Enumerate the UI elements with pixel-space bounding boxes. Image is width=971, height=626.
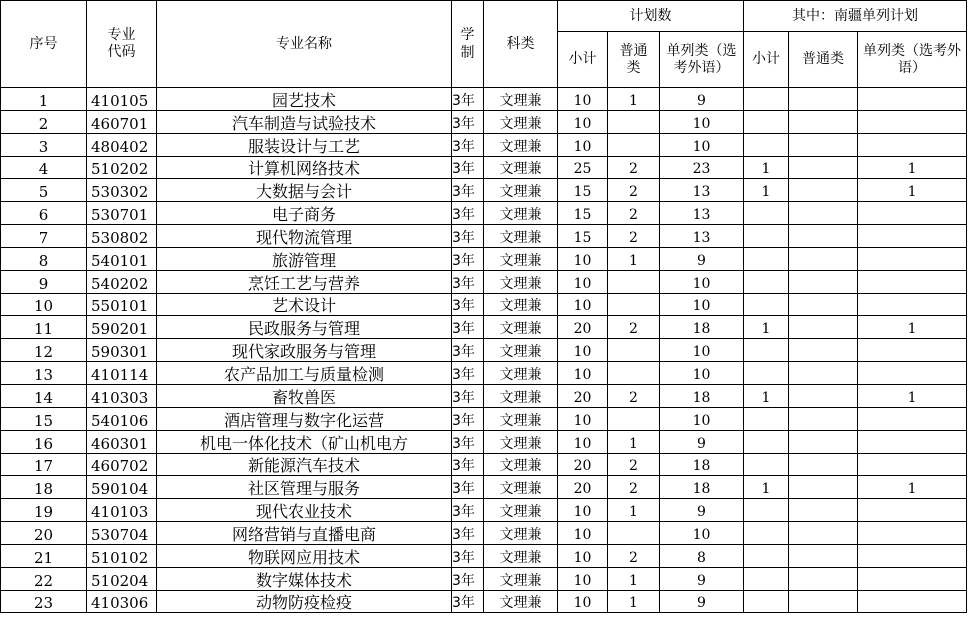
cell-south-subtotal[interactable] bbox=[744, 430, 789, 453]
cell-seq[interactable]: 4 bbox=[1, 156, 87, 179]
cell-plan-single[interactable]: 9 bbox=[660, 88, 744, 111]
cell-plan-single[interactable]: 9 bbox=[660, 247, 744, 270]
cell-category[interactable]: 文理兼 bbox=[484, 110, 558, 133]
cell-south-subtotal[interactable] bbox=[744, 453, 789, 476]
cell-south-subtotal[interactable] bbox=[744, 362, 789, 385]
header-seq[interactable]: 序号 bbox=[1, 1, 87, 88]
cell-plan-regular[interactable]: 1 bbox=[608, 590, 660, 613]
cell-plan-subtotal[interactable]: 10 bbox=[558, 544, 608, 567]
cell-seq[interactable]: 11 bbox=[1, 316, 87, 339]
cell-major-name[interactable]: 现代农业技术 bbox=[157, 499, 452, 522]
cell-plan-regular[interactable] bbox=[608, 522, 660, 545]
cell-plan-subtotal[interactable]: 10 bbox=[558, 590, 608, 613]
cell-plan-single[interactable]: 9 bbox=[660, 567, 744, 590]
cell-plan-single[interactable]: 13 bbox=[660, 202, 744, 225]
cell-duration[interactable]: 3年 bbox=[452, 133, 484, 156]
cell-code[interactable]: 540202 bbox=[87, 270, 157, 293]
cell-code[interactable]: 410103 bbox=[87, 499, 157, 522]
header-plan-subtotal[interactable]: 小计 bbox=[558, 32, 608, 88]
cell-category[interactable]: 文理兼 bbox=[484, 156, 558, 179]
cell-south-regular[interactable] bbox=[789, 225, 858, 248]
cell-plan-regular[interactable]: 1 bbox=[608, 430, 660, 453]
cell-plan-regular[interactable] bbox=[608, 270, 660, 293]
cell-category[interactable]: 文理兼 bbox=[484, 384, 558, 407]
table-row bbox=[1, 476, 967, 499]
header-south-group[interactable]: 其中：南疆单列计划 bbox=[744, 1, 967, 32]
cell-code[interactable]: 530302 bbox=[87, 179, 157, 202]
cell-plan-subtotal[interactable]: 15 bbox=[558, 202, 608, 225]
header-south-subtotal[interactable]: 小计 bbox=[744, 32, 789, 88]
cell-plan-subtotal[interactable]: 15 bbox=[558, 179, 608, 202]
cell-duration[interactable]: 3年 bbox=[452, 202, 484, 225]
cell-south-subtotal[interactable] bbox=[744, 88, 789, 111]
cell-plan-single[interactable]: 9 bbox=[660, 430, 744, 453]
cell-south-subtotal[interactable]: 1 bbox=[744, 316, 789, 339]
cell-south-regular[interactable] bbox=[789, 567, 858, 590]
cell-south-subtotal[interactable] bbox=[744, 270, 789, 293]
cell-seq[interactable]: 18 bbox=[1, 476, 87, 499]
header-south-regular[interactable]: 普通类 bbox=[789, 32, 858, 88]
cell-plan-regular[interactable] bbox=[608, 133, 660, 156]
cell-category[interactable]: 文理兼 bbox=[484, 179, 558, 202]
cell-plan-subtotal[interactable]: 10 bbox=[558, 247, 608, 270]
cell-plan-subtotal[interactable]: 10 bbox=[558, 362, 608, 385]
table-row bbox=[1, 179, 967, 202]
cell-code[interactable]: 530704 bbox=[87, 522, 157, 545]
cell-south-single[interactable]: 1 bbox=[858, 156, 967, 179]
cell-plan-regular[interactable]: 2 bbox=[608, 453, 660, 476]
table-row bbox=[1, 133, 967, 156]
cell-south-single[interactable] bbox=[858, 293, 967, 316]
cell-code[interactable]: 410105 bbox=[87, 88, 157, 111]
cell-major-name[interactable]: 服装设计与工艺 bbox=[157, 133, 452, 156]
cell-seq[interactable]: 23 bbox=[1, 590, 87, 613]
cell-south-single[interactable] bbox=[858, 362, 967, 385]
table-row bbox=[1, 270, 967, 293]
cell-major-name[interactable]: 艺术设计 bbox=[157, 293, 452, 316]
cell-category[interactable]: 文理兼 bbox=[484, 362, 558, 385]
cell-plan-subtotal[interactable]: 10 bbox=[558, 567, 608, 590]
table-row bbox=[1, 590, 967, 613]
cell-south-single[interactable] bbox=[858, 499, 967, 522]
cell-seq[interactable]: 1 bbox=[1, 88, 87, 111]
cell-plan-single[interactable]: 9 bbox=[660, 590, 744, 613]
cell-code[interactable]: 480402 bbox=[87, 133, 157, 156]
cell-major-name[interactable]: 机电一体化技术（矿山机电方 bbox=[157, 430, 452, 453]
cell-major-name[interactable]: 社区管理与服务 bbox=[157, 476, 452, 499]
cell-south-single[interactable] bbox=[858, 544, 967, 567]
cell-seq[interactable]: 12 bbox=[1, 339, 87, 362]
cell-seq[interactable]: 13 bbox=[1, 362, 87, 385]
cell-plan-regular[interactable]: 2 bbox=[608, 202, 660, 225]
table-row bbox=[1, 384, 967, 407]
cell-south-regular[interactable] bbox=[789, 499, 858, 522]
table-row bbox=[1, 293, 967, 316]
cell-duration[interactable]: 3年 bbox=[452, 156, 484, 179]
cell-south-single[interactable] bbox=[858, 339, 967, 362]
cell-major-name[interactable]: 农产品加工与质量检测 bbox=[157, 362, 452, 385]
cell-major-name[interactable]: 旅游管理 bbox=[157, 247, 452, 270]
cell-south-subtotal[interactable]: 1 bbox=[744, 179, 789, 202]
cell-south-single[interactable] bbox=[858, 88, 967, 111]
cell-plan-single[interactable]: 10 bbox=[660, 339, 744, 362]
cell-plan-regular[interactable] bbox=[608, 407, 660, 430]
cell-category[interactable]: 文理兼 bbox=[484, 476, 558, 499]
cell-south-regular[interactable] bbox=[789, 430, 858, 453]
header-plan-regular[interactable]: 普通类 bbox=[608, 32, 660, 88]
cell-plan-subtotal[interactable]: 10 bbox=[558, 407, 608, 430]
cell-south-subtotal[interactable] bbox=[744, 544, 789, 567]
cell-south-single[interactable] bbox=[858, 430, 967, 453]
cell-south-regular[interactable] bbox=[789, 88, 858, 111]
cell-south-regular[interactable] bbox=[789, 453, 858, 476]
cell-duration[interactable]: 3年 bbox=[452, 453, 484, 476]
cell-category[interactable]: 文理兼 bbox=[484, 567, 558, 590]
table-row bbox=[1, 499, 967, 522]
cell-duration[interactable]: 3年 bbox=[452, 362, 484, 385]
cell-code[interactable]: 460702 bbox=[87, 453, 157, 476]
header-category[interactable]: 科类 bbox=[484, 1, 558, 88]
cell-code[interactable]: 590104 bbox=[87, 476, 157, 499]
cell-major-name[interactable]: 网络营销与直播电商 bbox=[157, 522, 452, 545]
cell-plan-subtotal[interactable]: 10 bbox=[558, 293, 608, 316]
cell-plan-single[interactable]: 8 bbox=[660, 544, 744, 567]
cell-duration[interactable]: 3年 bbox=[452, 499, 484, 522]
cell-south-regular[interactable] bbox=[789, 316, 858, 339]
cell-category[interactable]: 文理兼 bbox=[484, 339, 558, 362]
table-row bbox=[1, 430, 967, 453]
cell-duration[interactable]: 3年 bbox=[452, 88, 484, 111]
cell-plan-subtotal[interactable]: 15 bbox=[558, 225, 608, 248]
cell-south-subtotal[interactable]: 1 bbox=[744, 156, 789, 179]
cell-major-name[interactable]: 酒店管理与数字化运营 bbox=[157, 407, 452, 430]
cell-major-name[interactable]: 现代物流管理 bbox=[157, 225, 452, 248]
table-row bbox=[1, 247, 967, 270]
cell-category[interactable]: 文理兼 bbox=[484, 270, 558, 293]
cell-seq[interactable]: 21 bbox=[1, 544, 87, 567]
cell-code[interactable]: 530802 bbox=[87, 225, 157, 248]
cell-seq[interactable]: 22 bbox=[1, 567, 87, 590]
cell-south-single[interactable]: 1 bbox=[858, 384, 967, 407]
cell-seq[interactable]: 16 bbox=[1, 430, 87, 453]
cell-seq[interactable]: 3 bbox=[1, 133, 87, 156]
cell-seq[interactable]: 7 bbox=[1, 225, 87, 248]
cell-plan-single[interactable]: 10 bbox=[660, 407, 744, 430]
cell-plan-single[interactable]: 10 bbox=[660, 270, 744, 293]
cell-code[interactable]: 460701 bbox=[87, 110, 157, 133]
cell-plan-regular[interactable] bbox=[608, 293, 660, 316]
cell-duration[interactable]: 3年 bbox=[452, 316, 484, 339]
cell-code[interactable]: 550101 bbox=[87, 293, 157, 316]
cell-duration[interactable]: 3年 bbox=[452, 293, 484, 316]
table-row bbox=[1, 316, 967, 339]
cell-south-subtotal[interactable] bbox=[744, 407, 789, 430]
cell-south-single[interactable] bbox=[858, 453, 967, 476]
table-row bbox=[1, 407, 967, 430]
cell-category[interactable]: 文理兼 bbox=[484, 499, 558, 522]
cell-south-regular[interactable] bbox=[789, 522, 858, 545]
cell-duration[interactable]: 3年 bbox=[452, 407, 484, 430]
cell-south-regular[interactable] bbox=[789, 179, 858, 202]
cell-plan-single[interactable]: 10 bbox=[660, 362, 744, 385]
cell-code[interactable]: 510202 bbox=[87, 156, 157, 179]
cell-south-regular[interactable] bbox=[789, 156, 858, 179]
cell-seq[interactable]: 14 bbox=[1, 384, 87, 407]
cell-duration[interactable]: 3年 bbox=[452, 590, 484, 613]
cell-code[interactable]: 540106 bbox=[87, 407, 157, 430]
cell-plan-single[interactable]: 10 bbox=[660, 293, 744, 316]
cell-duration[interactable]: 3年 bbox=[452, 384, 484, 407]
cell-seq[interactable]: 8 bbox=[1, 247, 87, 270]
cell-category[interactable]: 文理兼 bbox=[484, 225, 558, 248]
cell-category[interactable]: 文理兼 bbox=[484, 88, 558, 111]
cell-south-regular[interactable] bbox=[789, 202, 858, 225]
cell-south-single[interactable] bbox=[858, 247, 967, 270]
cell-plan-regular[interactable]: 2 bbox=[608, 384, 660, 407]
cell-category[interactable]: 文理兼 bbox=[484, 293, 558, 316]
cell-category[interactable]: 文理兼 bbox=[484, 247, 558, 270]
cell-major-name[interactable]: 现代家政服务与管理 bbox=[157, 339, 452, 362]
cell-plan-single[interactable]: 18 bbox=[660, 316, 744, 339]
cell-south-regular[interactable] bbox=[789, 110, 858, 133]
cell-plan-subtotal[interactable]: 20 bbox=[558, 316, 608, 339]
cell-seq[interactable]: 20 bbox=[1, 522, 87, 545]
cell-south-subtotal[interactable] bbox=[744, 567, 789, 590]
cell-seq[interactable]: 2 bbox=[1, 110, 87, 133]
cell-category[interactable]: 文理兼 bbox=[484, 202, 558, 225]
cell-south-subtotal[interactable] bbox=[744, 247, 789, 270]
cell-plan-subtotal[interactable]: 10 bbox=[558, 270, 608, 293]
cell-plan-subtotal[interactable]: 20 bbox=[558, 453, 608, 476]
cell-plan-single[interactable]: 10 bbox=[660, 133, 744, 156]
cell-plan-regular[interactable]: 2 bbox=[608, 156, 660, 179]
header-code[interactable]: 专业代码 bbox=[87, 1, 157, 88]
cell-south-single[interactable]: 1 bbox=[858, 179, 967, 202]
cell-category[interactable]: 文理兼 bbox=[484, 590, 558, 613]
cell-plan-regular[interactable] bbox=[608, 339, 660, 362]
table-row bbox=[1, 339, 967, 362]
cell-code[interactable]: 510102 bbox=[87, 544, 157, 567]
cell-duration[interactable]: 3年 bbox=[452, 476, 484, 499]
cell-south-subtotal[interactable] bbox=[744, 110, 789, 133]
cell-plan-subtotal[interactable]: 25 bbox=[558, 156, 608, 179]
cell-category[interactable]: 文理兼 bbox=[484, 522, 558, 545]
cell-major-name[interactable]: 汽车制造与试验技术 bbox=[157, 110, 452, 133]
cell-south-subtotal[interactable]: 1 bbox=[744, 476, 789, 499]
cell-duration[interactable]: 3年 bbox=[452, 225, 484, 248]
cell-seq[interactable]: 17 bbox=[1, 453, 87, 476]
cell-code[interactable]: 590301 bbox=[87, 339, 157, 362]
cell-plan-subtotal[interactable]: 10 bbox=[558, 522, 608, 545]
cell-plan-single[interactable]: 13 bbox=[660, 225, 744, 248]
table-row bbox=[1, 202, 967, 225]
cell-south-subtotal[interactable] bbox=[744, 339, 789, 362]
cell-plan-regular[interactable]: 2 bbox=[608, 316, 660, 339]
cell-plan-regular[interactable]: 2 bbox=[608, 179, 660, 202]
cell-plan-single[interactable]: 10 bbox=[660, 522, 744, 545]
cell-major-name[interactable]: 新能源汽车技术 bbox=[157, 453, 452, 476]
cell-seq[interactable]: 6 bbox=[1, 202, 87, 225]
cell-plan-regular[interactable]: 2 bbox=[608, 544, 660, 567]
cell-major-name[interactable]: 数字媒体技术 bbox=[157, 567, 452, 590]
cell-code[interactable]: 510204 bbox=[87, 567, 157, 590]
cell-seq[interactable]: 5 bbox=[1, 179, 87, 202]
table-row bbox=[1, 544, 967, 567]
cell-south-subtotal[interactable] bbox=[744, 293, 789, 316]
header-name[interactable]: 专业名称 bbox=[157, 1, 452, 88]
cell-south-subtotal[interactable]: 1 bbox=[744, 384, 789, 407]
cell-plan-regular[interactable]: 1 bbox=[608, 88, 660, 111]
cell-plan-single[interactable]: 23 bbox=[660, 156, 744, 179]
cell-code[interactable]: 410114 bbox=[87, 362, 157, 385]
cell-code[interactable]: 530701 bbox=[87, 202, 157, 225]
cell-south-subtotal[interactable] bbox=[744, 202, 789, 225]
header-plan-group[interactable]: 计划数 bbox=[558, 1, 744, 32]
cell-code[interactable]: 410306 bbox=[87, 590, 157, 613]
cell-plan-single[interactable]: 10 bbox=[660, 110, 744, 133]
cell-duration[interactable]: 3年 bbox=[452, 522, 484, 545]
cell-plan-subtotal[interactable]: 20 bbox=[558, 476, 608, 499]
header-duration[interactable]: 学制 bbox=[452, 1, 484, 88]
cell-plan-regular[interactable]: 2 bbox=[608, 225, 660, 248]
cell-duration[interactable]: 3年 bbox=[452, 544, 484, 567]
table-row bbox=[1, 522, 967, 545]
cell-duration[interactable]: 3年 bbox=[452, 430, 484, 453]
cell-plan-subtotal[interactable]: 10 bbox=[558, 499, 608, 522]
cell-plan-subtotal[interactable]: 10 bbox=[558, 339, 608, 362]
cell-duration[interactable]: 3年 bbox=[452, 110, 484, 133]
cell-code[interactable]: 590201 bbox=[87, 316, 157, 339]
cell-plan-subtotal[interactable]: 10 bbox=[558, 88, 608, 111]
cell-south-subtotal[interactable] bbox=[744, 590, 789, 613]
cell-major-name[interactable]: 大数据与会计 bbox=[157, 179, 452, 202]
cell-south-single[interactable] bbox=[858, 590, 967, 613]
cell-south-regular[interactable] bbox=[789, 476, 858, 499]
cell-south-single[interactable] bbox=[858, 407, 967, 430]
cell-plan-regular[interactable] bbox=[608, 362, 660, 385]
table-row bbox=[1, 362, 967, 385]
cell-category[interactable]: 文理兼 bbox=[484, 407, 558, 430]
cell-south-single[interactable]: 1 bbox=[858, 476, 967, 499]
table-row bbox=[1, 110, 967, 133]
cell-south-regular[interactable] bbox=[789, 384, 858, 407]
cell-south-single[interactable] bbox=[858, 110, 967, 133]
cell-south-regular[interactable] bbox=[789, 544, 858, 567]
table-row bbox=[1, 88, 967, 111]
cell-south-regular[interactable] bbox=[789, 362, 858, 385]
cell-south-regular[interactable] bbox=[789, 407, 858, 430]
header-plan-single[interactable]: 单列类（选考外语） bbox=[660, 32, 744, 88]
cell-plan-subtotal[interactable]: 10 bbox=[558, 133, 608, 156]
cell-plan-subtotal[interactable]: 10 bbox=[558, 430, 608, 453]
cell-south-regular[interactable] bbox=[789, 270, 858, 293]
cell-major-name[interactable]: 动物防疫检疫 bbox=[157, 590, 452, 613]
cell-major-name[interactable]: 计算机网络技术 bbox=[157, 156, 452, 179]
cell-south-single[interactable] bbox=[858, 522, 967, 545]
cell-plan-regular[interactable]: 1 bbox=[608, 247, 660, 270]
cell-south-regular[interactable] bbox=[789, 133, 858, 156]
header-south-single[interactable]: 单列类（选考外语） bbox=[858, 32, 967, 88]
cell-south-single[interactable] bbox=[858, 202, 967, 225]
cell-duration[interactable]: 3年 bbox=[452, 270, 484, 293]
cell-south-regular[interactable] bbox=[789, 590, 858, 613]
cell-plan-single[interactable]: 9 bbox=[660, 499, 744, 522]
table-row bbox=[1, 453, 967, 476]
cell-duration[interactable]: 3年 bbox=[452, 247, 484, 270]
cell-duration[interactable]: 3年 bbox=[452, 339, 484, 362]
cell-category[interactable]: 文理兼 bbox=[484, 453, 558, 476]
table-row bbox=[1, 156, 967, 179]
cell-plan-single[interactable]: 18 bbox=[660, 384, 744, 407]
cell-major-name[interactable]: 畜牧兽医 bbox=[157, 384, 452, 407]
cell-duration[interactable]: 3年 bbox=[452, 179, 484, 202]
cell-major-name[interactable]: 物联网应用技术 bbox=[157, 544, 452, 567]
cell-major-name[interactable]: 电子商务 bbox=[157, 202, 452, 225]
cell-seq[interactable]: 10 bbox=[1, 293, 87, 316]
cell-code[interactable]: 410303 bbox=[87, 384, 157, 407]
cell-south-single[interactable] bbox=[858, 567, 967, 590]
cell-plan-single[interactable]: 13 bbox=[660, 179, 744, 202]
cell-code[interactable]: 460301 bbox=[87, 430, 157, 453]
cell-plan-single[interactable]: 18 bbox=[660, 453, 744, 476]
cell-plan-regular[interactable] bbox=[608, 110, 660, 133]
cell-plan-single[interactable]: 18 bbox=[660, 476, 744, 499]
cell-plan-subtotal[interactable]: 10 bbox=[558, 110, 608, 133]
cell-south-regular[interactable] bbox=[789, 339, 858, 362]
cell-seq[interactable]: 9 bbox=[1, 270, 87, 293]
cell-south-single[interactable]: 1 bbox=[858, 316, 967, 339]
cell-code[interactable]: 540101 bbox=[87, 247, 157, 270]
cell-plan-regular[interactable]: 2 bbox=[608, 476, 660, 499]
cell-category[interactable]: 文理兼 bbox=[484, 133, 558, 156]
cell-plan-subtotal[interactable]: 20 bbox=[558, 384, 608, 407]
cell-major-name[interactable]: 民政服务与管理 bbox=[157, 316, 452, 339]
cell-seq[interactable]: 19 bbox=[1, 499, 87, 522]
cell-major-name[interactable]: 烹饪工艺与营养 bbox=[157, 270, 452, 293]
cell-duration[interactable]: 3年 bbox=[452, 567, 484, 590]
cell-category[interactable]: 文理兼 bbox=[484, 316, 558, 339]
cell-south-regular[interactable] bbox=[789, 247, 858, 270]
cell-south-subtotal[interactable] bbox=[744, 133, 789, 156]
cell-south-subtotal[interactable] bbox=[744, 499, 789, 522]
cell-south-subtotal[interactable] bbox=[744, 522, 789, 545]
cell-seq[interactable]: 15 bbox=[1, 407, 87, 430]
table-row bbox=[1, 567, 967, 590]
table-row bbox=[1, 225, 967, 248]
cell-plan-regular[interactable]: 1 bbox=[608, 567, 660, 590]
cell-plan-regular[interactable]: 1 bbox=[608, 499, 660, 522]
cell-major-name[interactable]: 园艺技术 bbox=[157, 88, 452, 111]
cell-south-single[interactable] bbox=[858, 270, 967, 293]
cell-category[interactable]: 文理兼 bbox=[484, 544, 558, 567]
cell-south-single[interactable] bbox=[858, 225, 967, 248]
cell-category[interactable]: 文理兼 bbox=[484, 430, 558, 453]
cell-south-single[interactable] bbox=[858, 133, 967, 156]
cell-south-regular[interactable] bbox=[789, 293, 858, 316]
cell-south-subtotal[interactable] bbox=[744, 225, 789, 248]
